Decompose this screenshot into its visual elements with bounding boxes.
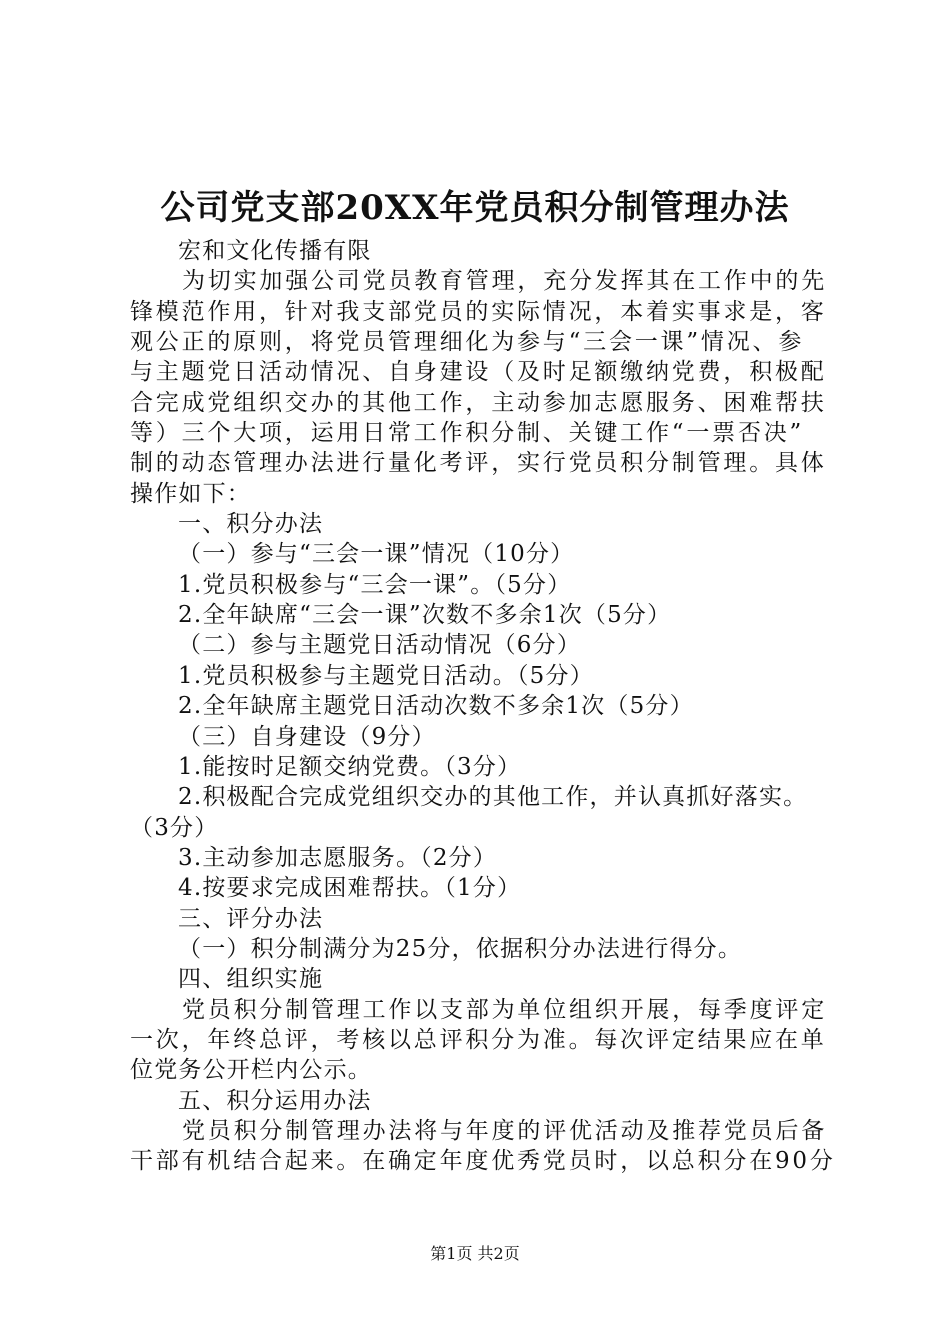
paragraph-line: 合完成党组织交办的其他工作，主动参加志愿服务、困难帮扶 — [130, 389, 827, 416]
list-item-continuation: （3分） — [130, 814, 219, 841]
paragraph-line: 位党务公开栏内公示。 — [130, 1057, 372, 1084]
paragraph-line: 与主题党日活动情况、自身建设（及时足额缴纳党费，积极配 — [130, 359, 827, 386]
paragraph-line: 操作如下： — [130, 480, 251, 507]
list-item: 2.全年缺席“三会一课”次数不多余1次（5分） — [178, 602, 672, 629]
subsection-heading: （一）参与“三会一课”情况（10分） — [178, 541, 575, 568]
document-title: 公司党支部20XX年党员积分制管理办法 — [160, 188, 790, 228]
company-name-line: 宏和文化传播有限 — [178, 238, 372, 264]
paragraph-line: 干部有机结合起来。在确定年度优秀党员时，以总积分在90分 — [130, 1148, 836, 1175]
list-item: 1.能按时足额交纳党费。（3分） — [178, 753, 522, 780]
paragraph-line: 为切实加强公司党员教育管理，充分发挥其在工作中的先 — [182, 268, 827, 295]
list-item: 1.党员积极参与主题党日活动。（5分） — [178, 662, 594, 689]
paragraph-line: 制的动态管理办法进行量化考评，实行党员积分制管理。具体 — [130, 450, 827, 477]
list-item: 2.全年缺席主题党日活动次数不多余1次（5分） — [178, 693, 694, 720]
list-item: 3.主动参加志愿服务。（2分） — [178, 844, 498, 871]
section-heading: 三、评分办法 — [178, 905, 324, 932]
list-item: 4.按要求完成困难帮扶。（1分） — [178, 875, 522, 902]
subsection-heading: （三）自身建设（9分） — [178, 723, 436, 750]
list-item: 2.积极配合完成党组织交办的其他工作，并认真抓好落实。 — [178, 784, 808, 811]
paragraph-line: 等）三个大项，运用日常工作积分制、关键工作“一票否决” — [130, 420, 805, 447]
list-item: （一）积分制满分为25分，依据积分办法进行得分。 — [178, 935, 743, 962]
paragraph-line: 锋模范作用，针对我支部党员的实际情况，本着实事求是，客 — [130, 298, 827, 325]
paragraph-line: 党员积分制管理办法将与年度的评优活动及推荐党员后备 — [182, 1117, 827, 1144]
document-body — [130, 236, 836, 1177]
paragraph-line: 党员积分制管理工作以支部为单位组织开展，每季度评定 — [182, 996, 827, 1023]
subsection-heading: （二）参与主题党日活动情况（6分） — [178, 632, 582, 659]
section-heading: 五、积分运用办法 — [178, 1087, 372, 1114]
section-heading: 一、积分办法 — [178, 511, 324, 538]
paragraph-line: 一次，年终总评，考核以总评积分为准。每次评定结果应在单 — [130, 1026, 827, 1053]
section-heading: 四、组织实施 — [178, 966, 324, 993]
paragraph-line: 观公正的原则，将党员管理细化为参与“三会一课”情况、参 — [130, 329, 805, 356]
page-footer: 第1页 共2页 — [430, 1244, 520, 1263]
list-item: 1.党员积极参与“三会一课”。（5分） — [178, 571, 572, 598]
